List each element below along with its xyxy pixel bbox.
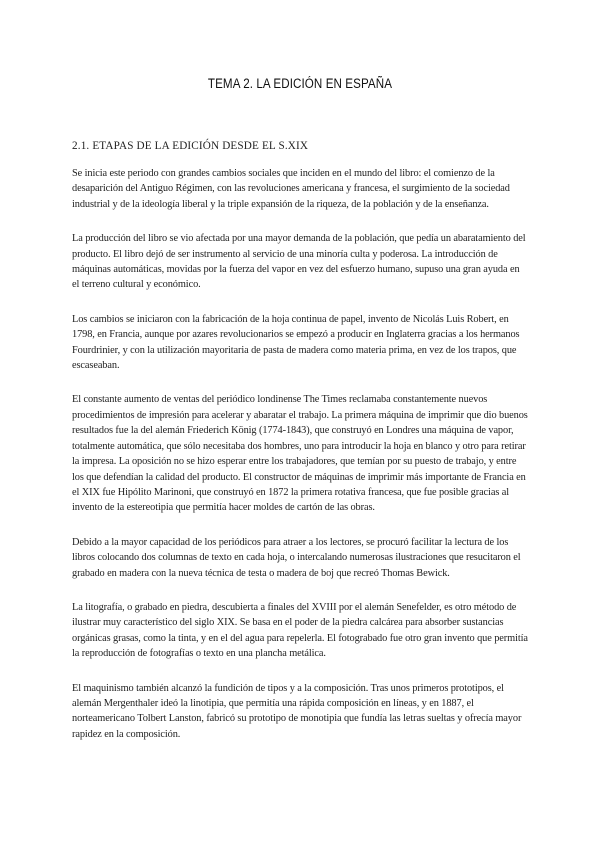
paragraph: El constante aumento de ventas del periódico londinense The Times reclamaba constantemente nuevos procedimientos de impresión para acelerar y abaratar el trabajo. La primera máquina de imprimir que dio buenos resultados fue la del alemán Friederich König (1774-1843), que construyó en Londres una máquina de vapor, totalmente automática, que sólo necesitaba dos hombres, uno para introducir la hoja en blanco y otro para retirar la impresa. La oposición no se hizo esperar entre los trabajadores, que temían por su puesto de trabajo, y entre los que defendían la calidad del producto. El constructor de máquinas de imprimir más importante de Francia en el XIX fue Hipólito Marinoni, que construyó en 1872 la primera rotativa francesa, que fue posible gracias al invento de la estereotipia que permitía hacer moldes de cartón de las obras. [72, 394, 528, 514]
paragraph: La litografía, o grabado en piedra, descubierta a finales del XVIII por el alemán Senefelder, es otro método de ilustrar muy característico del siglo XIX. Se basa en el poder de la piedra calcárea para absorber sustancias orgánicas grasas, como la tinta, y en el del agua para repelerla. El fotograbado fue otro gran invento que permitía la reproducción de fotografías o texto en una plancha metálica. [72, 601, 528, 660]
page-title: TEMA 2. LA EDICIÓN EN ESPAÑA [207, 76, 393, 91]
section-heading: 2.1. ETAPAS DE LA EDICIÓN DESDE EL S.XIX [72, 140, 309, 152]
paragraph: Debido a la mayor capacidad de los periódicos para atraer a los lectores, se procuró facilitar la lectura de los libros colocando dos columnas de texto en cada hoja, o intercalando numerosas ilustraciones que resucitaron el grabado en madera con la nueva técnica de testa o madera de boj que recreó Thomas Bewick. [72, 536, 521, 579]
paragraph: Los cambios se iniciaron con la fabricación de la hoja continua de papel, invento de Nicolás Luis Robert, en 1798, en Francia, aunque por azares revolucionarios se empezó a producir en Inglaterra gracias a los hermanos Fourdrinier, y con la utilización mayoritaria de pasta de madera como materia prima, en vez de los trapos, que escaseaban. [72, 313, 520, 372]
body-text [72, 166, 528, 761]
paragraph: El maquinismo también alcanzó la fundición de tipos y a la composición. Tras unos primeros prototipos, el alemán Mergenthaler ideó la linotipia, que permitía una rápida composición en líneas, y en 1887, el norteamericano Tolbert Lanston, fabricó su prototipo de monotipia que fundía las letras sueltas y ofrecía mayor rapidez en la composición. [72, 682, 522, 740]
paragraph: La producción del libro se vio afectada por una mayor demanda de la población, que pedía un abaratamiento del producto. El libro dejó de ser instrumento al servicio de una minoría culta y poderosa. La introducción de máquinas automáticas, movidas por la fuerza del vapor en vez del esfuerzo humano, supuso una gran ayuda en el terreno cultural y económico. [72, 233, 526, 291]
paragraph: Se inicia este periodo con grandes cambios sociales que inciden en el mundo del libro: el comienzo de la desaparición del Antiguo Régimen, con las revoluciones americana y francesa, el surgimiento de la sociedad industrial y de la ideología liberal y la triple expansión de la riqueza, de la población y de la enseñanza. [72, 168, 510, 210]
